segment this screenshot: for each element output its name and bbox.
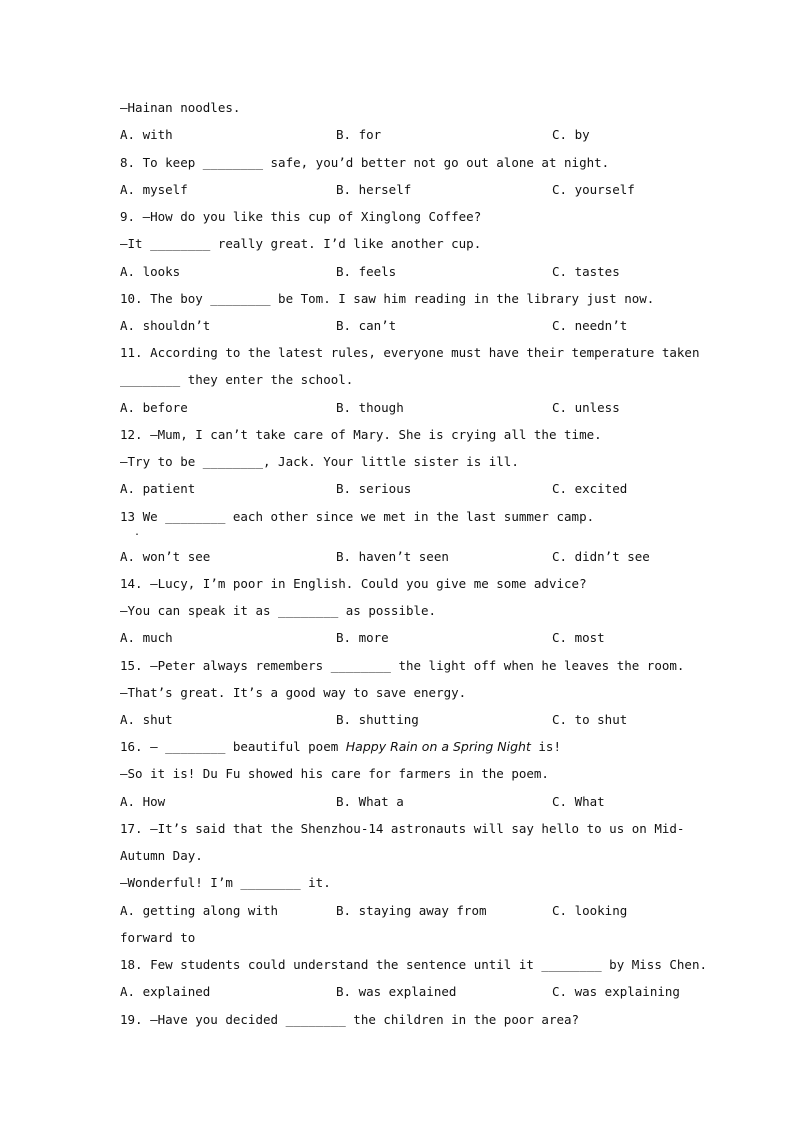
option-b: B. herself [336, 182, 412, 197]
options-row-18 [120, 984, 680, 1000]
option-a: A. before [120, 400, 188, 415]
question-17-line-3: —Wonderful! I’m ________ it. [120, 875, 331, 890]
option-b: B. haven’t seen [336, 549, 449, 564]
option-c: C. looking [552, 903, 628, 918]
option-a: A. getting along with [120, 903, 279, 918]
option-c: C. tastes [552, 264, 620, 279]
option-a: A. shouldn’t [120, 318, 211, 333]
option-b: B. shutting [336, 712, 419, 727]
options-row-9 [120, 264, 680, 280]
option-b: B. for [336, 127, 382, 142]
question-8: 8. To keep ________ safe, you’d better not go out alone at night. [120, 155, 610, 170]
option-c: C. needn’t [552, 318, 628, 333]
question-17-line-1: 17. —It’s said that the Shenzhou-14 astronauts will say hello to us on Mid- [120, 821, 685, 836]
options-row-15 [120, 712, 680, 728]
poem-title: Happy Rain on a Spring Night [345, 739, 531, 754]
option-c: C. to shut [552, 712, 628, 727]
question-11-line-2: ________ they enter the school. [120, 372, 354, 387]
answer-line-7: —Hainan noodles. [120, 100, 241, 115]
question-15-line-1: 15. —Peter always remembers ________ the light off when he leaves the room. [120, 658, 685, 673]
question-14-line-1: 14. —Lucy, I’m poor in English. Could you give me some advice? [120, 576, 587, 591]
options-row-7 [120, 127, 680, 143]
option-b: B. more [336, 630, 389, 645]
question-16-prefix: 16. — ________ beautiful poem [120, 739, 346, 754]
option-c: C. unless [552, 400, 620, 415]
option-a: A. myself [120, 182, 188, 197]
option-c: C. excited [552, 481, 628, 496]
option-a: A. patient [120, 481, 196, 496]
question-12-line-1: 12. —Mum, I can’t take care of Mary. She is crying all the time. [120, 427, 602, 442]
options-row-12 [120, 481, 680, 497]
option-a: A. much [120, 630, 173, 645]
option-a: A. won’t see [120, 549, 211, 564]
options-row-11 [120, 400, 680, 416]
option-c: C. What [552, 794, 605, 809]
question-9-line-2: —It ________ really great. I’d like another cup. [120, 236, 482, 251]
option-b: B. What a [336, 794, 404, 809]
question-16-line-2: —So it is! Du Fu showed his care for farmers in the poem. [120, 766, 549, 781]
question-14-line-2: —You can speak it as ________ as possible. [120, 603, 437, 618]
option-c: C. by [552, 127, 590, 142]
question-17-line-2: Autumn Day. [120, 848, 203, 863]
option-b: B. serious [336, 481, 412, 496]
question-16-line-1 [120, 739, 561, 755]
option-c: C. most [552, 630, 605, 645]
question-16-suffix: is! [530, 739, 561, 754]
question-18: 18. Few students could understand the sentence until it ________ by Miss Chen. [120, 957, 707, 972]
option-c: C. yourself [552, 182, 635, 197]
options-row-8 [120, 182, 680, 198]
stray-dot: . [134, 527, 141, 538]
option-b: B. staying away from [336, 903, 487, 918]
question-15-line-2: —That’s great. It’s a good way to save energy. [120, 685, 467, 700]
option-a: A. How [120, 794, 166, 809]
option-c: C. was explaining [552, 984, 680, 999]
options-row-10 [120, 318, 680, 334]
question-12-line-2: —Try to be ________, Jack. Your little sister is ill. [120, 454, 519, 469]
option-a: A. shut [120, 712, 173, 727]
question-19: 19. —Have you decided ________ the children in the poor area? [120, 1012, 580, 1027]
options-row-16 [120, 794, 680, 810]
options-row-13 [120, 549, 680, 565]
option-b: B. was explained [336, 984, 457, 999]
option-b: B. can’t [336, 318, 397, 333]
question-11-line-1: 11. According to the latest rules, everyone must have their temperature taken [120, 345, 700, 360]
option-a: A. explained [120, 984, 211, 999]
question-13: 13 We ________ each other since we met in the last summer camp. [120, 509, 595, 524]
question-9-line-1: 9. —How do you like this cup of Xinglong Coffee? [120, 209, 482, 224]
option-a: A. looks [120, 264, 181, 279]
option-c: C. didn’t see [552, 549, 650, 564]
option-b: B. though [336, 400, 404, 415]
options-row-17-wrap: forward to [120, 930, 196, 945]
option-b: B. feels [336, 264, 397, 279]
option-a: A. with [120, 127, 173, 142]
options-row-17 [120, 903, 680, 919]
options-row-14 [120, 630, 680, 646]
question-10: 10. The boy ________ be Tom. I saw him reading in the library just now. [120, 291, 655, 306]
